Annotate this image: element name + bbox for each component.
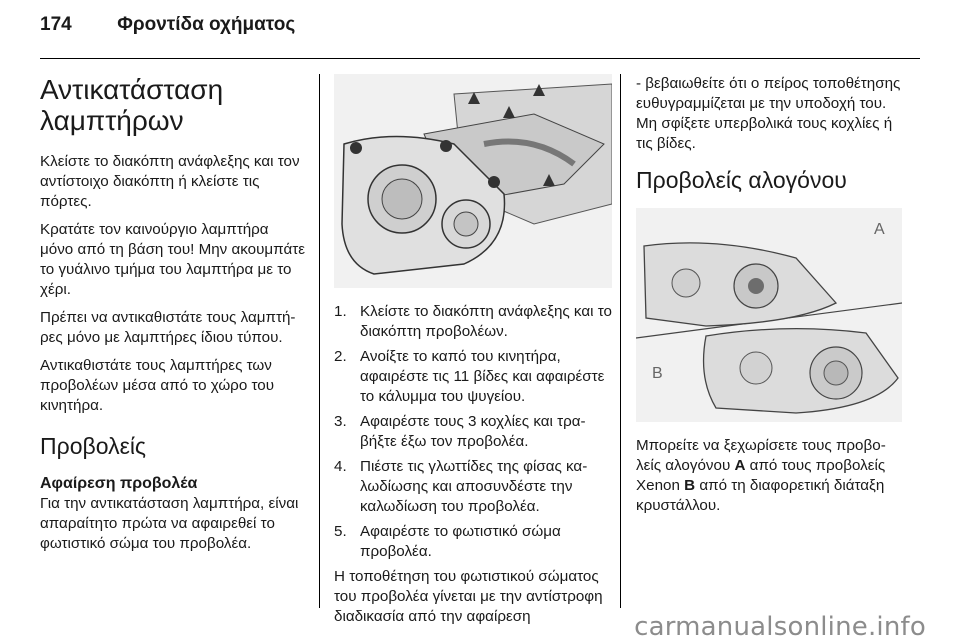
column-2	[334, 74, 612, 635]
paragraph: Η τοποθέτηση του φωτιστικού σώματος του προβολέα γίνεται με την αντίστροφη διαδικασία από την αφαίρεση	[334, 568, 603, 625]
paragraph: Για την αντικατάσταση λαμπτήρα, είναι απαραίτητο πρώτα να αφαιρεθεί το φωτιστικό σώμα του προβολέα.	[40, 495, 299, 552]
column-3	[636, 74, 902, 524]
subsection-heading: Προβολείς	[40, 433, 147, 459]
column-divider-1	[319, 74, 320, 608]
section-heading: Αντικατάσταση λαμπτήρων	[40, 74, 224, 136]
subsection-heading: Προβολείς αλογόνου	[636, 167, 847, 193]
headlamp-comparison-illustration	[636, 208, 902, 422]
section-title: Φροντίδα οχήματος	[117, 14, 296, 35]
column-1	[40, 74, 306, 562]
paragraph: Κλείστε το διακόπτη ανάφλεξης και τον αντίστοιχο διακόπτη ή κλείστε τις πόρτες.	[40, 153, 300, 210]
paragraph: Αντικαθιστάτε τους λαμπτήρες των προβολέων μέσα από το χώρο του κινητήρα.	[40, 357, 275, 414]
list-item: 5. Αφαιρέστε το φωτιστικό σώμα προβολέα.	[334, 523, 561, 560]
page-number: 174	[40, 14, 72, 35]
list-item: 2. Ανοίξτε το καπό του κινητήρα, αφαιρέστε τις 11 βίδες και αφαιρέστε το κάλυμμα του ψυγείου.	[334, 348, 605, 405]
column-divider-2	[620, 74, 621, 608]
figure-caption: Μπορείτε να ξεχωρίσετε τους προβολείς αλογόνου A από τους προβολείς Xenon B από τη διαφορετική διάταξη κρυστάλλου.	[636, 437, 886, 514]
paragraph: Πρέπει να αντικαθιστάτε τους λαμπτήρες μόνο με λαμπτήρες ίδιου τύπου.	[40, 309, 296, 346]
list-item: 1. Κλείστε το διακόπτη ανάφλεξης και το διακόπτη προβολέων.	[334, 303, 612, 340]
paragraph: Κρατάτε τον καινούργιο λαμπτήρα μόνο από τη βάση του! Μην ακουμπάτε το γυάλινο τμήμα του λαμπτήρα με το χέρι.	[40, 221, 305, 298]
page-header	[40, 14, 295, 36]
paragraph: - βεβαιωθείτε ότι ο πείρος τοποθέτησης ευθυγραμμίζεται με την υποδοχή του. Μη σφίξετε υπερβολικά τους κοχλίες ή τις βίδες.	[636, 75, 901, 152]
list-item: 4. Πιέστε τις γλωττίδες της φίσας καλωδίωσης και αποσυνδέστε την καλωδίωση του προβολέα.	[334, 458, 588, 515]
engine-bay-headlamp-illustration	[334, 74, 612, 288]
watermark: carmanualsonline.info	[634, 612, 926, 642]
header-rule	[40, 58, 920, 59]
halogen-xenon-figure	[636, 208, 902, 422]
figure-label-b: B	[652, 365, 663, 382]
headlamp-removal-figure	[334, 74, 612, 288]
figure-label-a: A	[874, 221, 885, 238]
list-item: 3. Αφαιρέστε τους 3 κοχλίες και τραβήξτε έξω τον προβολέα.	[334, 413, 586, 450]
subsubsection-heading: Αφαίρεση προβολέα	[40, 475, 198, 492]
removal-steps	[334, 302, 612, 562]
